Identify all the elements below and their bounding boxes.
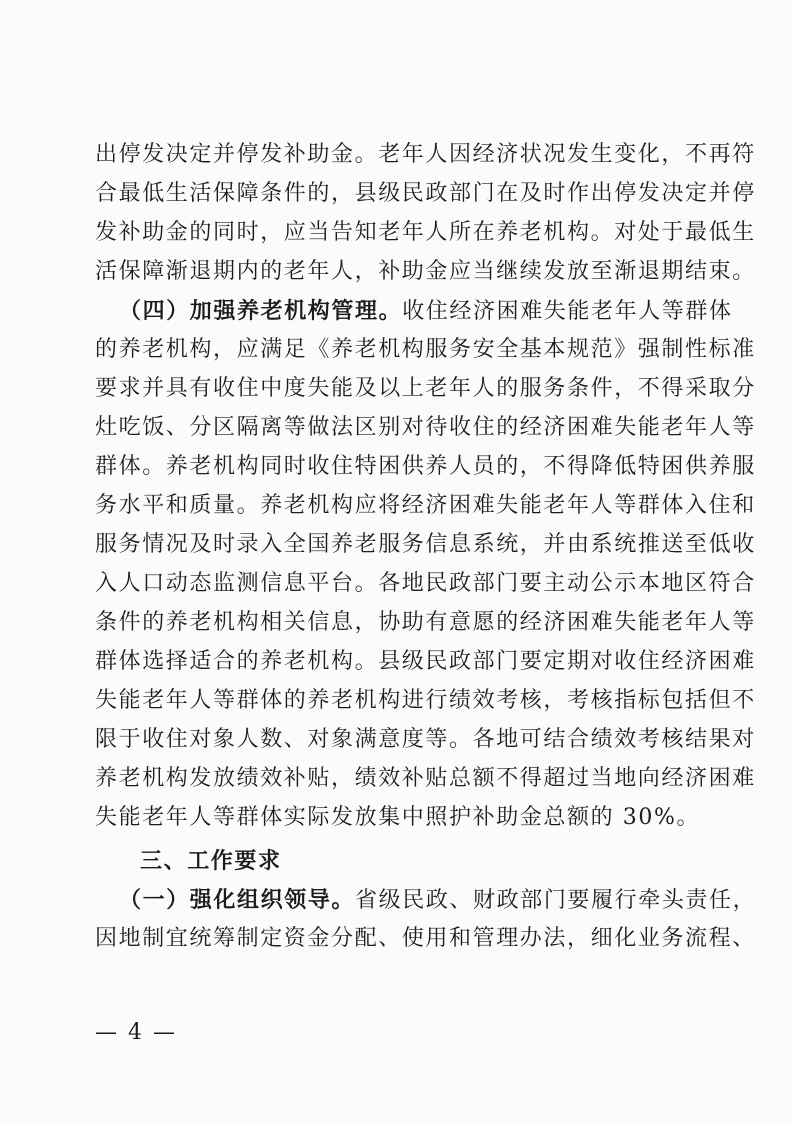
section-paragraph-start: （一）强化组织领导。省级民政、财政部门要履行牵头责任， [119,887,757,913]
body-line: 发补助金的同时，应当告知老年人所在养老机构。对处于最低生 [95,220,756,245]
body-line: 条件的养老机构相关信息，协助有意愿的经济困难失能老年人等 [95,610,756,635]
section-heading-four: （四）加强养老机构管理。 [119,298,403,324]
body-line: 灶吃饭、分区隔离等做法区别对待收住的经济困难失能老年人等 [95,415,756,440]
body-line: 务水平和质量。养老机构应将经济困难失能老年人等群体入住和 [95,493,756,518]
body-line: 出停发决定并停发补助金。老年人因经济状况发生变化，不再符 [95,142,756,167]
body-line: 限于收住对象人数、对象满意度等。各地可结合绩效考核结果对 [95,727,756,752]
body-line: 合最低生活保障条件的，县级民政部门在及时作出停发决定并停 [95,181,756,206]
body-line: 要求并具有收住中度失能及以上老年人的服务条件，不得采取分 [95,376,756,401]
body-line: 群体选择适合的养老机构。县级民政部门要定期对收住经济困难 [95,649,756,674]
body-line: 失能老年人等群体实际发放集中照护补助金总额的 30%。 [95,805,701,830]
page-number: — 4 — [95,1020,177,1045]
section-heading-three: 三、工作要求 [140,848,282,874]
body-line: 群体。养老机构同时收住特困供养人员的，不得降低特困供养服 [95,454,756,479]
body-line: 活保障渐退期内的老年人，补助金应当继续发放至渐退期结束。 [95,259,756,284]
body-line: 服务情况及时录入全国养老服务信息系统，并由系统推送至低收 [95,532,756,557]
body-line: 的养老机构，应满足《养老机构服务安全基本规范》强制性标准 [95,337,756,362]
section-paragraph-start: （四）加强养老机构管理。收住经济困难失能老年人等群体 [119,298,733,324]
body-line: 因地制宜统筹制定资金分配、使用和管理办法，细化业务流程、 [95,926,756,951]
body-line: 失能老年人等群体的养老机构进行绩效考核，考核指标包括但不 [95,688,756,713]
body-line: 养老机构发放绩效补贴，绩效补贴总额不得超过当地向经济困难 [95,766,756,791]
body-line: 入人口动态监测信息平台。各地民政部门要主动公示本地区符合 [95,571,756,596]
section-heading-one: （一）强化组织领导。 [119,887,356,913]
